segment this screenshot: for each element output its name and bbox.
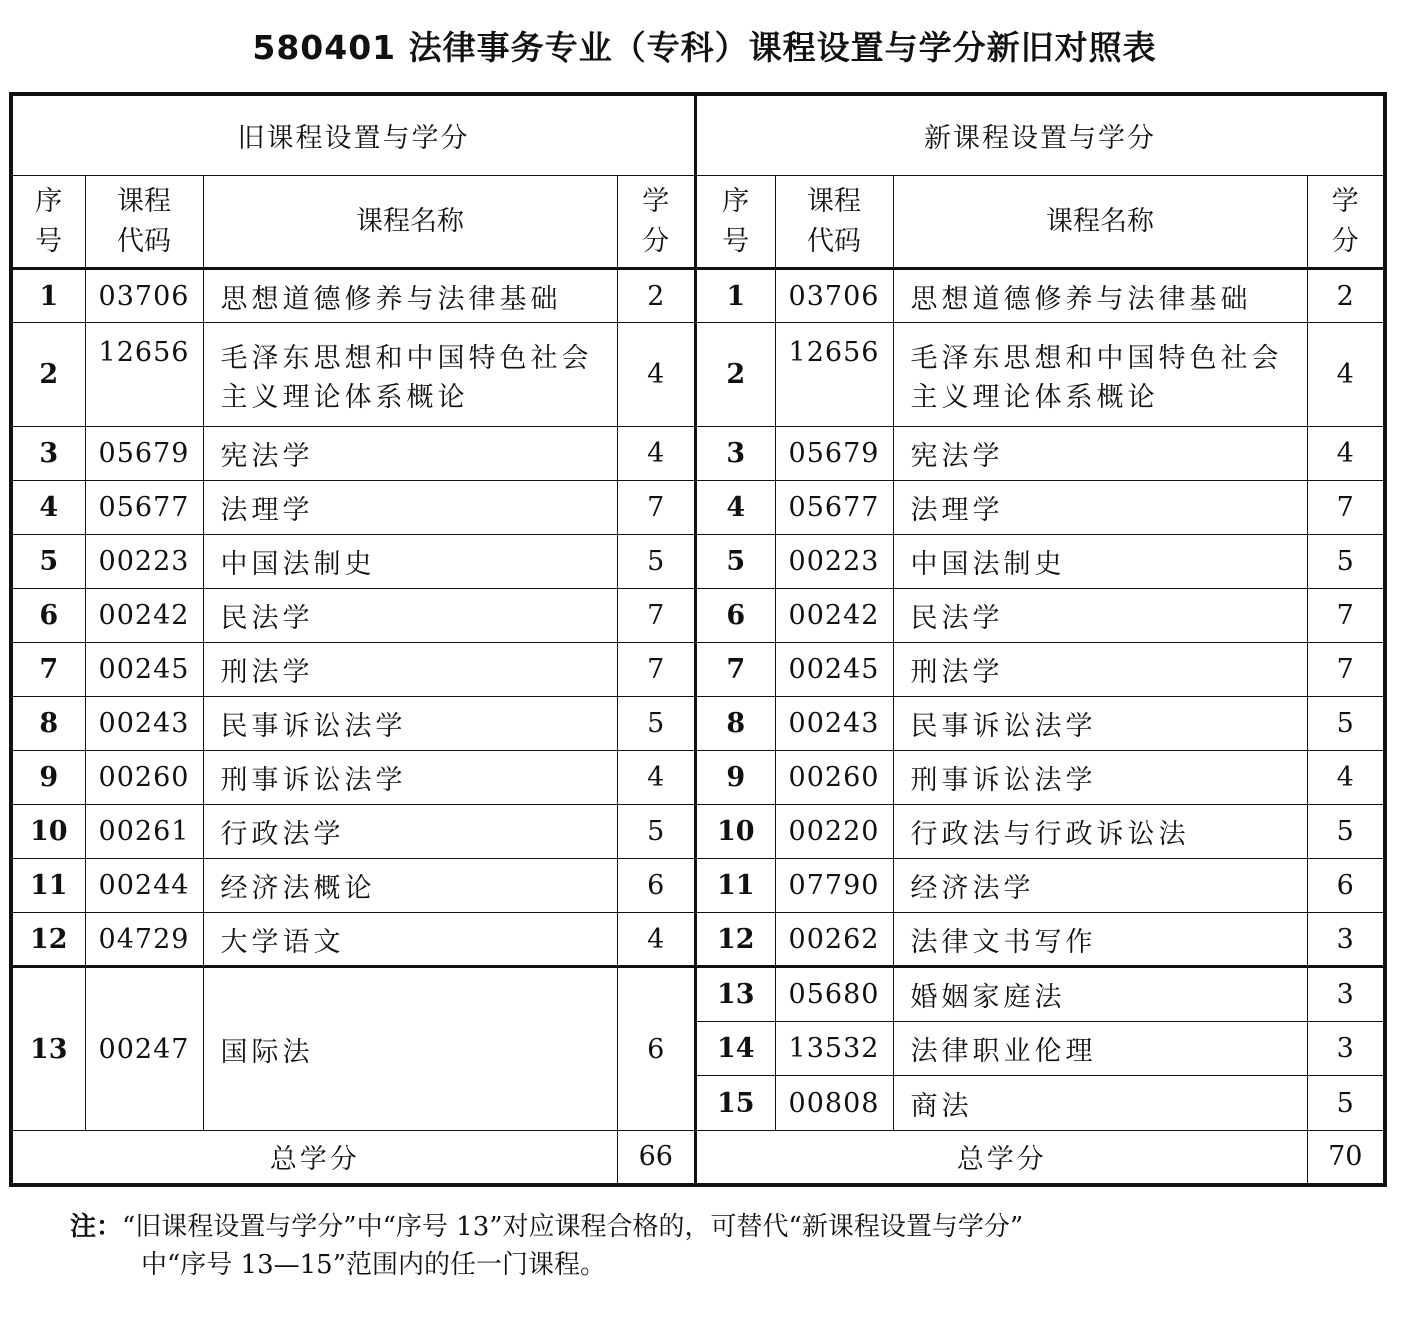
new-cell-name: 法律文书写作 <box>893 913 1307 967</box>
old-section-title: 旧课程设置与学分 <box>11 94 695 176</box>
table-row <box>11 481 695 535</box>
old-cell-code: 00244 <box>85 859 203 913</box>
old-cell-code: 04729 <box>85 913 203 967</box>
new-cell-seq: 10 <box>696 805 775 859</box>
new-cell-code: 00262 <box>775 913 893 967</box>
table-row <box>696 751 1385 805</box>
new-cell-credit: 5 <box>1307 697 1385 751</box>
old-cell-name: 经济法概论 <box>203 859 617 913</box>
page-title: 580401 法律事务专业（专科）课程设置与学分新旧对照表 <box>252 28 1157 67</box>
new-cell-seq: 14 <box>696 1022 775 1076</box>
old-cell-seq: 1 <box>11 269 85 323</box>
new-cell-seq: 2 <box>696 323 775 427</box>
old-header-name: 课程名称 <box>203 176 617 269</box>
new-cell-credit: 7 <box>1307 589 1385 643</box>
new-cell-name: 婚姻家庭法 <box>893 967 1307 1022</box>
new-course-table <box>695 92 1387 1187</box>
table-row <box>696 1022 1385 1076</box>
old-cell-name: 刑法学 <box>203 643 617 697</box>
new-cell-name: 毛泽东思想和中国特色社会主义理论体系概论 <box>893 323 1307 427</box>
table-row <box>696 481 1385 535</box>
new-cell-credit: 3 <box>1307 967 1385 1022</box>
new-cell-name: 民事诉讼法学 <box>893 697 1307 751</box>
table-row <box>696 1076 1385 1131</box>
old-cell-code: 12656 <box>85 323 203 427</box>
old-cell-credit: 7 <box>617 589 695 643</box>
old-cell-name: 思想道德修养与法律基础 <box>203 269 617 323</box>
table-row <box>11 859 695 913</box>
footnote-line-2: 中“序号 13—15”范围内的任一门课程。 <box>141 1250 607 1280</box>
old-header-row <box>11 176 695 269</box>
new-cell-code: 00220 <box>775 805 893 859</box>
new-cell-name: 思想道德修养与法律基础 <box>893 269 1307 323</box>
old-cell-credit: 4 <box>617 751 695 805</box>
table-row <box>696 589 1385 643</box>
table-row <box>696 323 1385 427</box>
table-row <box>11 913 695 967</box>
old-cell-seq: 2 <box>11 323 85 427</box>
new-cell-seq: 15 <box>696 1076 775 1131</box>
new-cell-credit: 4 <box>1307 427 1385 481</box>
new-cell-code: 05677 <box>775 481 893 535</box>
old-cell-credit: 4 <box>617 427 695 481</box>
old-cell-seq: 12 <box>11 913 85 967</box>
new-cell-code: 00223 <box>775 535 893 589</box>
new-cell-seq: 5 <box>696 535 775 589</box>
old-cell-credit: 7 <box>617 643 695 697</box>
new-cell-code: 00245 <box>775 643 893 697</box>
old-cell-seq: 3 <box>11 427 85 481</box>
new-cell-credit: 7 <box>1307 643 1385 697</box>
new-cell-seq: 6 <box>696 589 775 643</box>
total-row <box>11 1131 695 1185</box>
old-cell-seq: 11 <box>11 859 85 913</box>
old-cell-credit: 4 <box>617 323 695 427</box>
old-cell-code: 00245 <box>85 643 203 697</box>
new-cell-code: 05680 <box>775 967 893 1022</box>
table-row <box>696 535 1385 589</box>
table-row <box>11 967 695 1131</box>
old-cell-credit: 6 <box>617 967 695 1131</box>
new-cell-name: 宪法学 <box>893 427 1307 481</box>
new-total-value: 70 <box>1307 1131 1385 1185</box>
old-cell-seq: 8 <box>11 697 85 751</box>
old-cell-name: 毛泽东思想和中国特色社会主义理论体系概论 <box>203 323 617 427</box>
old-header-credit: 学分 <box>617 176 695 269</box>
old-cell-name: 大学语文 <box>203 913 617 967</box>
table-row <box>696 427 1385 481</box>
new-cell-name: 民法学 <box>893 589 1307 643</box>
old-cell-credit: 5 <box>617 805 695 859</box>
old-course-table <box>9 92 696 1187</box>
old-cell-code: 03706 <box>85 269 203 323</box>
table-row <box>696 269 1385 323</box>
table-row <box>11 323 695 427</box>
new-cell-code: 12656 <box>775 323 893 427</box>
new-cell-name: 法律职业伦理 <box>893 1022 1307 1076</box>
new-header-credit: 学分 <box>1307 176 1385 269</box>
old-cell-name: 民法学 <box>203 589 617 643</box>
old-cell-credit: 5 <box>617 697 695 751</box>
new-cell-name: 中国法制史 <box>893 535 1307 589</box>
old-cell-code: 00223 <box>85 535 203 589</box>
new-cell-code: 00242 <box>775 589 893 643</box>
new-total-label: 总学分 <box>696 1131 1307 1185</box>
table-row <box>696 913 1385 967</box>
total-row <box>696 1131 1385 1185</box>
new-cell-seq: 3 <box>696 427 775 481</box>
new-cell-seq: 4 <box>696 481 775 535</box>
new-cell-credit: 4 <box>1307 323 1385 427</box>
table-row <box>11 535 695 589</box>
old-header-code: 课程代码 <box>85 176 203 269</box>
table-row <box>11 643 695 697</box>
old-cell-credit: 7 <box>617 481 695 535</box>
new-cell-code: 00243 <box>775 697 893 751</box>
old-cell-code: 00247 <box>85 967 203 1131</box>
old-cell-name: 刑事诉讼法学 <box>203 751 617 805</box>
new-cell-code: 00808 <box>775 1076 893 1131</box>
old-cell-credit: 5 <box>617 535 695 589</box>
new-cell-seq: 1 <box>696 269 775 323</box>
new-cell-name: 法理学 <box>893 481 1307 535</box>
old-cell-code: 00242 <box>85 589 203 643</box>
old-cell-name: 行政法学 <box>203 805 617 859</box>
old-cell-name: 法理学 <box>203 481 617 535</box>
new-cell-credit: 4 <box>1307 751 1385 805</box>
old-cell-code: 00260 <box>85 751 203 805</box>
footnote-line-1: “旧课程设置与学分”中“序号 13”对应课程合格的，可替代“新课程设置与学分” <box>122 1212 1024 1242</box>
footnote-label: 注： <box>70 1212 123 1242</box>
old-cell-credit: 2 <box>617 269 695 323</box>
new-cell-code: 07790 <box>775 859 893 913</box>
old-total-label: 总学分 <box>11 1131 617 1185</box>
table-row <box>11 751 695 805</box>
footnote <box>70 1208 1390 1284</box>
table-row <box>11 805 695 859</box>
old-cell-code: 05679 <box>85 427 203 481</box>
old-total-value: 66 <box>617 1131 695 1185</box>
new-cell-credit: 7 <box>1307 481 1385 535</box>
new-cell-code: 13532 <box>775 1022 893 1076</box>
new-header-code: 课程代码 <box>775 176 893 269</box>
table-row <box>696 967 1385 1022</box>
old-cell-seq: 9 <box>11 751 85 805</box>
new-cell-credit: 3 <box>1307 913 1385 967</box>
old-cell-seq: 10 <box>11 805 85 859</box>
new-cell-credit: 6 <box>1307 859 1385 913</box>
new-cell-seq: 12 <box>696 913 775 967</box>
new-section-title: 新课程设置与学分 <box>696 94 1385 176</box>
new-header-name: 课程名称 <box>893 176 1307 269</box>
old-cell-name: 宪法学 <box>203 427 617 481</box>
new-cell-seq: 9 <box>696 751 775 805</box>
old-cell-name: 民事诉讼法学 <box>203 697 617 751</box>
new-header-seq: 序号 <box>696 176 775 269</box>
old-cell-credit: 4 <box>617 913 695 967</box>
table-row <box>11 427 695 481</box>
new-cell-name: 行政法与行政诉讼法 <box>893 805 1307 859</box>
table-row <box>11 589 695 643</box>
old-cell-code: 00261 <box>85 805 203 859</box>
new-cell-credit: 2 <box>1307 269 1385 323</box>
old-cell-seq: 13 <box>11 967 85 1131</box>
table-row <box>696 697 1385 751</box>
new-cell-credit: 3 <box>1307 1022 1385 1076</box>
table-row <box>696 643 1385 697</box>
new-cell-credit: 5 <box>1307 805 1385 859</box>
table-row <box>696 859 1385 913</box>
old-cell-seq: 4 <box>11 481 85 535</box>
new-cell-code: 00260 <box>775 751 893 805</box>
old-cell-name: 国际法 <box>203 967 617 1131</box>
new-cell-seq: 13 <box>696 967 775 1022</box>
new-cell-seq: 8 <box>696 697 775 751</box>
old-cell-seq: 6 <box>11 589 85 643</box>
table-row <box>11 697 695 751</box>
old-cell-seq: 5 <box>11 535 85 589</box>
new-cell-name: 经济法学 <box>893 859 1307 913</box>
old-cell-name: 中国法制史 <box>203 535 617 589</box>
old-header-seq: 序号 <box>11 176 85 269</box>
table-row <box>696 805 1385 859</box>
new-header-row <box>696 176 1385 269</box>
new-cell-seq: 11 <box>696 859 775 913</box>
new-cell-code: 05679 <box>775 427 893 481</box>
new-cell-name: 商法 <box>893 1076 1307 1131</box>
new-cell-credit: 5 <box>1307 535 1385 589</box>
new-cell-credit: 5 <box>1307 1076 1385 1131</box>
old-cell-credit: 6 <box>617 859 695 913</box>
old-cell-seq: 7 <box>11 643 85 697</box>
new-cell-seq: 7 <box>696 643 775 697</box>
old-cell-code: 00243 <box>85 697 203 751</box>
old-cell-code: 05677 <box>85 481 203 535</box>
new-cell-name: 刑事诉讼法学 <box>893 751 1307 805</box>
table-row <box>11 269 695 323</box>
new-cell-name: 刑法学 <box>893 643 1307 697</box>
new-cell-code: 03706 <box>775 269 893 323</box>
